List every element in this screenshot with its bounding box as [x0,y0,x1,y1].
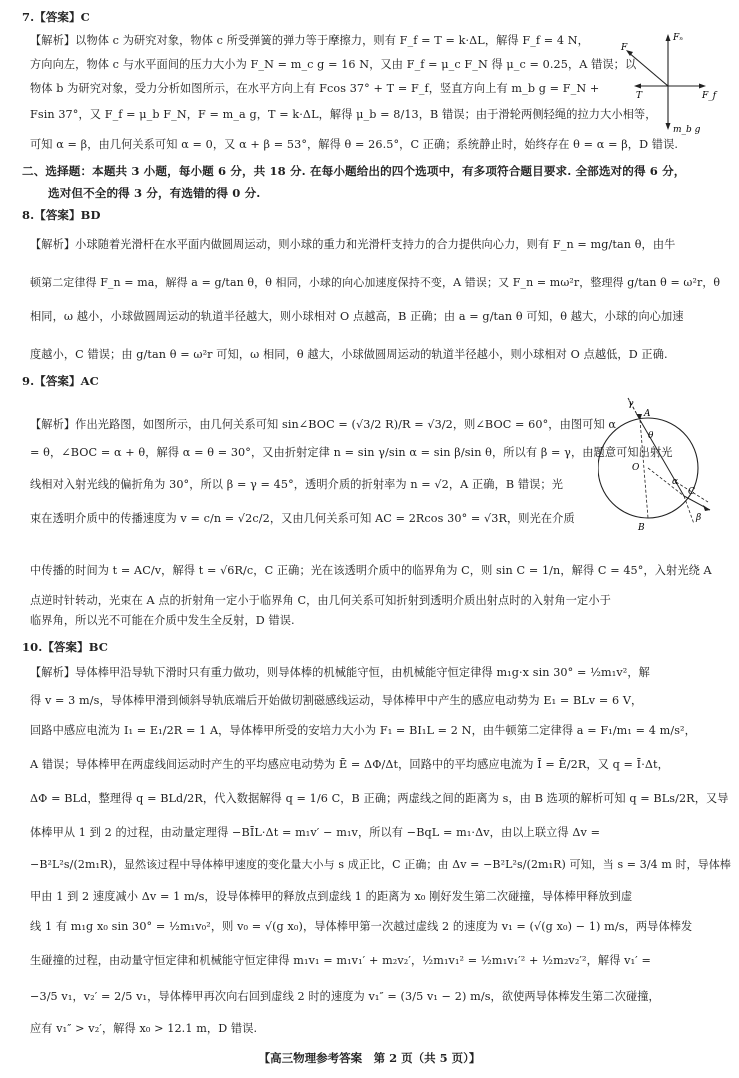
q10-line-3: 回路中感应电流为 I₁ = E₁/2R = 1 A，导体棒甲所受的安培力大小为 F₁ = BI₁L = 2 N，由牛顿第二定律得 a = F₁/m₁ = 4 m/s²， [30,724,696,737]
q10-line-2: 得 v = 3 m/s，导体棒甲滑到倾斜导轨底端后开始做切割磁感线运动，导体棒甲中产生的感应电动势为 E₁ = BLv = 6 V， [30,694,643,707]
q9-header [22,374,99,388]
q10-line-4: A 错误；导体棒甲在两虚线间运动时产生的平均感应电动势为 Ē = ΔΦ/Δt，回路中的平均感应电流为 Ī = Ē/2R，又 q = Ī·Δt， [30,758,669,771]
q9-answer: 【答案】AC [34,374,99,388]
angle-alpha-label: α [672,477,679,487]
q7-force-diagram [618,28,718,138]
q7-line-2: 方向向左，物体 c 与水平面间的压力大小为 F_N = m_c g = 16 N，又由 F_f = μ_c F_N 得 μ_c = 0.25，A 错误；以 [30,58,637,71]
q10-line-12: 应有 v₁″ > v₂′，解得 x₀ > 12.1 m，D 错误. [30,1022,258,1035]
page-footer: 【高三物理参考答案 第 2 页（共 5 页）】 [258,1051,481,1065]
q9-number: 9. [22,374,35,388]
q10-line-8: 甲由 1 到 2 速度减小 Δv = 1 m/s，设导体棒甲的释放点到虚线 1 的距离为 x₀ 刚好发生第二次碰撞，导体棒甲释放到虚 [30,890,633,903]
q10-line-7: −B²L²s/(2m₁R)，显然该过程中导体棒甲速度的变化量大小与 s 成正比，C 正确；由 Δv = −B²L²s/(2m₁R) 可知，当 s = 3/4 m 时，导体棒 [30,858,731,871]
q7-line-1: 【解析】以物体 c 为研究对象，物体 c 所受弹簧的弹力等于摩擦力，则有 F_f = T = k·ΔL，解得 F_f = 4 N， [30,34,589,47]
point-b-label: B [638,523,645,533]
q9-line-1: 【解析】作出光路图，如图所示，由几何关系可知 sin∠BOC = (√3/2 R)/R = √3/2，则∠BOC = 60°，由图可知 α [30,418,617,431]
q10-line-1: 【解析】导体棒甲沿导轨下滑时只有重力做功，则导体棒的机械能守恒，由机械能守恒定律得 m₁g·x sin 30° = ½m₁v²，解 [30,666,650,679]
q8-header [22,208,101,222]
q9-line-6: 点逆时针转动，光束在 A 点的折射角一定小于临界角 C，由几何关系可知折射到透明介质出射点时的入射角一定小于 [30,594,611,607]
force-ff-label: F_f [702,91,717,101]
q9-light-path-diagram [598,392,716,534]
q10-line-6: 体棒甲从 1 到 2 的过程，由动量定理得 −BĪL·Δt = m₁v′ − m₁v，所以有 −BqL = m₁·Δv，由以上联立得 Δv = [30,826,601,839]
q9-line-5: 中传播的时间为 t = AC/v，解得 t = √6R/c，C 正确；光在该透明介质中的临界角为 C，则 sin C = 1/n，解得 C = 45°，入射光绕 A [30,564,712,577]
section2-line-2: 选对但不全的得 3 分，有选错的得 0 分. [48,186,261,200]
force-f-label: F [621,43,628,53]
angle-theta-label: θ [648,431,654,441]
q7-number: 7. [22,10,35,24]
q10-number: 10. [22,640,43,654]
q8-line-4: 度越小，C 错误；由 g/tan θ = ω²r 可知，ω 相同，θ 越大，小球做圆周运动的轨道半径越小，则小球相对 O 点越低，D 正确. [30,348,668,361]
section2-line-1: 二、选择题：本题共 3 小题，每小题 6 分，共 18 分. 在每小题给出的四个选项中，有多项符合题目要求. 全部选对的得 6 分， [22,164,686,178]
q10-header [22,640,108,654]
q10-answer: 【答案】BC [42,640,108,654]
angle-gamma-label: γ [628,399,634,409]
force-fn-label: Fₙ [673,33,683,43]
q10-line-11: −3/5 v₁，v₂′ = 2/5 v₁，导体棒甲再次向右回到虚线 2 时的速度为 v₁″ = (3/5 v₁ − 2) m/s，欲使两导体棒发生第二次碰撞， [30,990,660,1003]
force-mg-label: m_b g [673,125,701,135]
q7-line-5: 可知 α = β，由几何关系可知 α = 0，又 α + β = 53°，解得 θ = 26.5°，C 正确；系统静止时，始终存在 θ = α = β，D 错误. [30,138,679,151]
q9-line-7: 临界角，所以光不可能在介质中发生全反射，D 错误. [30,614,295,627]
q9-line-3: 线相对入射光线的偏折角为 30°，所以 β = γ = 45°，透明介质的折射率为 n = √2，A 正确，B 错误；光 [30,478,563,491]
q7-header [22,10,90,24]
q10-line-9: 线 1 有 m₁g x₀ sin 30° = ½m₁v₀²，则 v₀ = √(g x₀)，导体棒甲第一次越过虚线 2 的速度为 v₁ = (√(g x₀) − 1) m/s，两导体棒发 [30,920,693,933]
q8-line-3: 相同，ω 越小，小球做圆周运动的轨道半径越大，则小球相对 O 点越高，B 正确；由 a = g/tan θ 可知，θ 越大，小球的向心加速 [30,310,684,323]
q9-line-2: = θ，∠BOC = α + θ，解得 α = θ = 30°，又由折射定律 n = sin γ/sin α = sin β/sin θ，所以有 β = γ，由题意可知出射光 [30,446,673,459]
point-c-label: C [688,487,695,497]
point-o-label: O [632,463,640,473]
force-t-label: T [636,91,643,101]
q8-line-1: 【解析】小球随着光滑杆在水平面内做圆周运动，则小球的重力和光滑杆支持力的合力提供向心力，则有 F_n = mg/tan θ，由牛 [30,238,676,251]
q9-line-4: 束在透明介质中的传播速度为 v = c/n = √2c/2，又由几何关系可知 AC = 2Rcos 30° = √3R，则光在介质 [30,512,575,525]
q8-answer: 【答案】BD [34,208,101,222]
q8-line-2: 顿第二定律得 F_n = ma，解得 a = g/tan θ，θ 相同，小球的向心加速度保持不变，A 错误；又 F_n = mω²r，整理得 g/tan θ = ω²r，θ [30,276,721,289]
q7-answer: 【答案】C [34,10,90,24]
q10-line-5: ΔΦ = BLd，整理得 q = BLd/2R，代入数据解得 q = 1/6 C，B 正确；两虚线之间的距离为 s，由 B 选项的解析可知 q = BLs/2R，又导 [30,792,729,805]
q8-number: 8. [22,208,35,222]
q7-line-4: Fsin 37°，又 F_f = μ_b F_N，F = m_a g，T = k·ΔL，解得 μ_b = 8/13，B 错误；由于滑轮两侧轻绳的拉力大小相等， [30,108,657,121]
angle-beta-label: β [696,513,702,523]
point-a-label: A [644,409,651,419]
q7-line-3: 物体 b 为研究对象，受力分析如图所示，在水平方向上有 Fcos 37° + T = F_f，竖直方向上有 m_b g = F_N + [30,82,600,95]
q10-line-10: 生碰撞的过程，由动量守恒定律和机械能守恒定律得 m₁v₁ = m₁v₁′ + m₂v₂′，½m₁v₁² = ½m₁v₁′² + ½m₂v₂′²，解得 v₁′ = [30,954,651,967]
